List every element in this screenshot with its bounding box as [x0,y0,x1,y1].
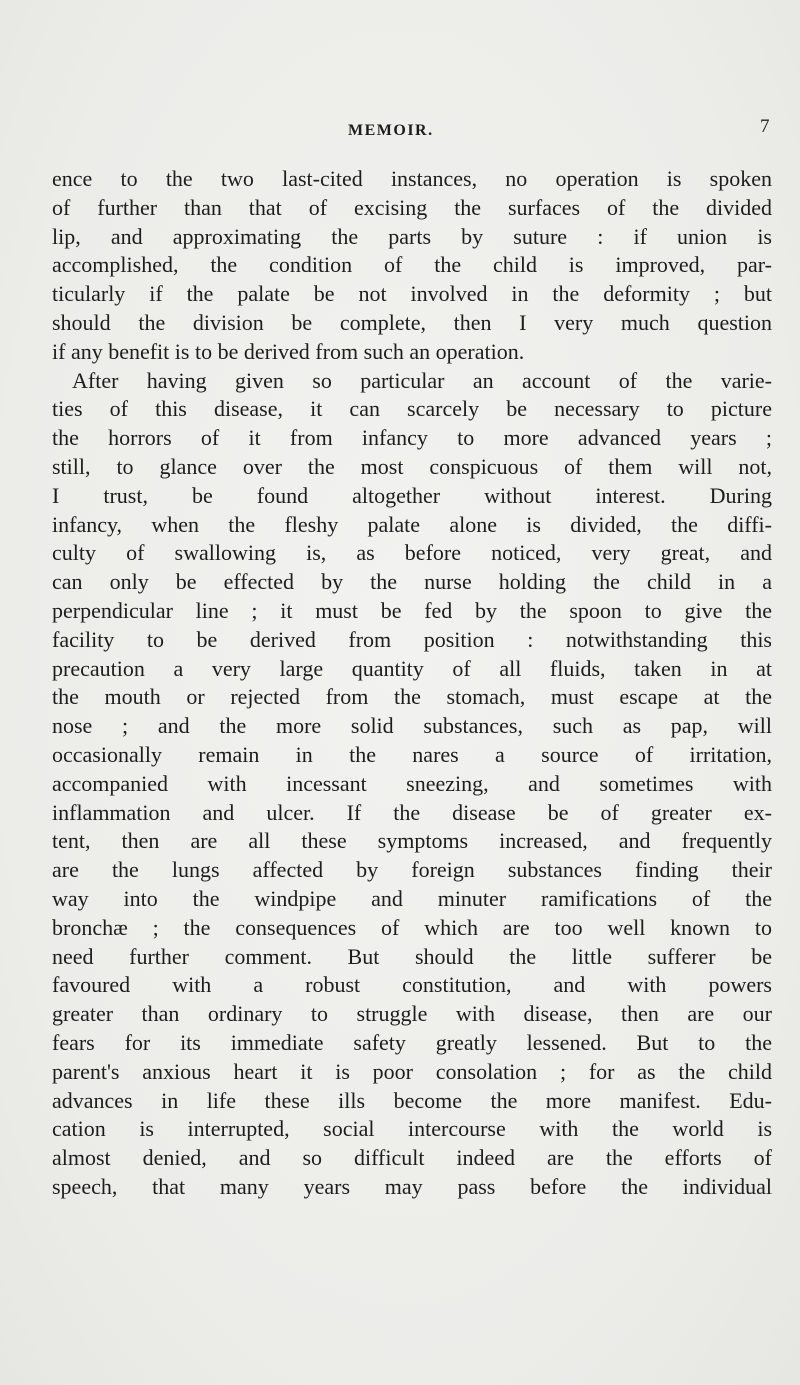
page-number: 7 [760,116,770,137]
text-line: parent's anxious heart it is poor consolation ; for as the child [52,1058,772,1084]
text-line: tent, then are all these symptoms increased, and frequently [52,828,772,854]
body-text [52,165,772,1202]
text-line: advances in life these ills become the more manifest. Edu- [52,1087,772,1113]
text-line: occasionally remain in the nares a source of irritation, [52,741,772,767]
text-line: favoured with a robust constitution, and with powers [52,972,772,998]
text-line: nose ; and the more solid substances, such as pap, will [52,713,772,739]
text-line: facility to be derived from position : notwithstanding this [52,626,772,652]
text-line: I trust, be found altogether without interest. During [52,482,772,508]
text-line: inflammation and ulcer. If the disease be of greater ex- [52,799,772,825]
text-line: are the lungs affected by foreign substances finding their [52,857,772,883]
text-line: culty of swallowing is, as before noticed, very great, and [52,540,772,566]
text-line: way into the windpipe and minuter ramifications of the [52,885,772,911]
text-line: still, to glance over the most conspicuous of them will not, [52,453,772,479]
text-line: almost denied, and so difficult indeed are the efforts of [52,1145,772,1171]
text-line: perpendicular line ; it must be fed by the spoon to give the [52,597,772,623]
running-head: MEMOIR. [348,122,434,139]
text-line: greater than ordinary to struggle with disease, then are our [52,1001,772,1027]
text-line: accompanied with incessant sneezing, and sometimes with [52,770,772,796]
text-line: lip, and approximating the parts by suture : if union is [52,223,772,249]
text-line: infancy, when the fleshy palate alone is divided, the diffi- [52,511,772,537]
text-line: can only be effected by the nurse holding the child in a [52,569,772,595]
text-line: cation is interrupted, social intercourse with the world is [52,1116,772,1142]
text-line: ticularly if the palate be not involved in the deformity ; but [52,281,772,307]
page-header [0,114,800,144]
text-line: the horrors of it from infancy to more advanced years ; [52,425,772,451]
text-line: ties of this disease, it can scarcely be necessary to picture [52,396,772,422]
text-line: of further than that of excising the surfaces of the divided [52,194,772,220]
text-line: the mouth or rejected from the stomach, must escape at the [52,684,772,710]
text-line: After having given so particular an account of the varie- [72,367,772,393]
text-line: should the division be complete, then I very much question [52,309,772,335]
text-line: bronchæ ; the consequences of which are too well known to [52,914,772,940]
text-line: accomplished, the condition of the child is improved, par- [52,252,772,278]
text-line: precaution a very large quantity of all fluids, taken in at [52,655,772,681]
text-line: speech, that many years may pass before the individual [52,1173,772,1199]
text-line: ence to the two last-cited instances, no operation is spoken [52,166,772,191]
text-line: if any benefit is to be derived from such an operation. [52,338,525,364]
text-line: need further comment. But should the little sufferer be [52,943,772,969]
text-line: fears for its immediate safety greatly lessened. But to the [52,1029,772,1055]
